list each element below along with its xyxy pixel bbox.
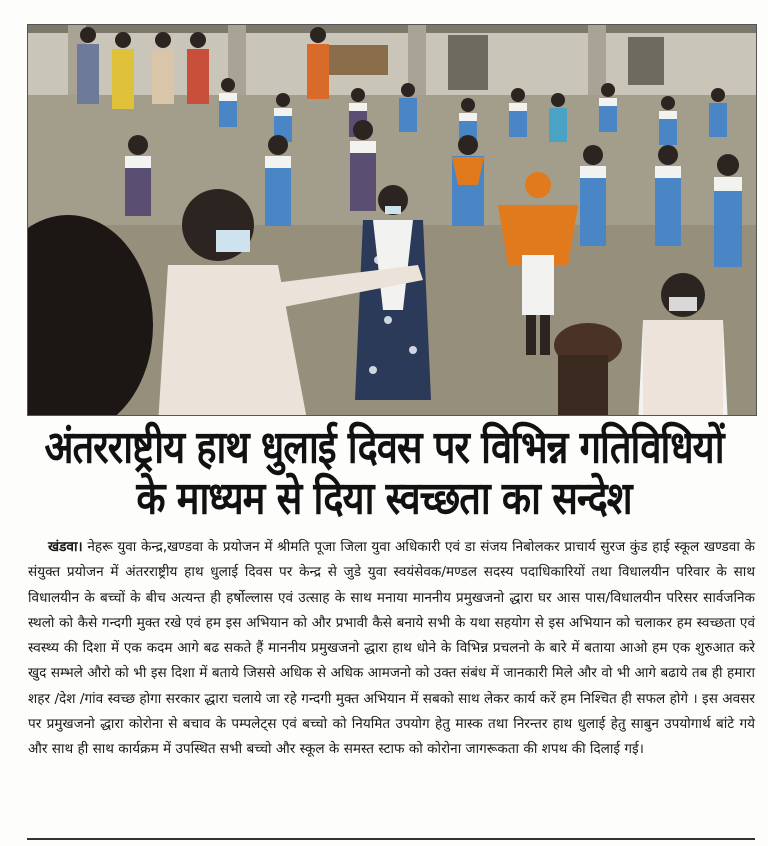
- headline: [10, 422, 758, 524]
- news-photo: [27, 24, 757, 416]
- bottom-rule: [27, 838, 755, 840]
- headline-line-2: के माध्यम से दिया स्वच्छता का सन्देश: [136, 472, 632, 524]
- dateline: खंडवा।: [48, 539, 83, 555]
- photo-illustration: [28, 25, 756, 415]
- headline-line-1: अंतरराष्ट्रीय हाथ धुलाई दिवस पर विभिन्न गतिविधियों: [44, 421, 724, 473]
- article-body: [28, 535, 755, 763]
- article-text: नेहरू युवा केन्द्र,खण्डवा के प्रयोजन में श्रीमति पूजा जिला युवा अधिकारी एवं डा संजय निबोलकर प्राचार्य सुरज कुंड हाई स्कूल खण्डवा के संयुक्त प्रयोजन में अंतरराष्ट्रीय हाथ धुलाई दिवस पर केन्द्र से जुडे युवा स्वयंसेवक/मण्डल सदस्य पदाधिकारियों तथा विधालयीन परिवार के साथ विधालयीन के बच्चों के बीच अत्यन्त ही हर्षोल्लास एवं उत्साह के साथ मनाया माननीय प्रमुखजनो द्धारा घर आस पास/विधालयीन परिसर सार्वजनिक स्थलो को कैसे गन्दगी मुक्त रखे एवं हम इस अभियान को और प्रभावी कैसे बनाये सभी के यथा सहयोग से इस अभियान को चलाकर हम स्वच्छता एवं स्वस्थ्य की दिशा में एक कदम आगे बढ सकते हैं माननीय प्रमुखजनो द्धारा हाथ धोने के विभिन्न प्रचलनो के बारे में बताया आओ हम एक शुरुआत करे खुद सम्भले औरो को भी इस दिशा में बताये जिससे अधिक से अधिक आमजनो को उक्त संबंध में जानकारी मिले और वो भी आगे बढाये तब ही हमारा शहर /देश /गांव स्वच्छ होगा सरकार द्धारा चलाये जा रहे गन्दगी मुक्त अभियान में सबको साथ लेकर कार्य करें हम निश्चित ही सफल होगे । इस अवसर पर प्रमुखजनो द्धारा कोरोना से बचाव के पम्पलेट्स एवं बच्चो को नियमित उपयोग हेतु मास्क तथा निरन्तर हाथ धुलाई हेतु साबुन उपयोगार्थ बांटे गये और साथ ही साथ कार्यक्रम में उपस्थित सभी बच्चो और स्कूल के समस्त स्टाफ को कोरोना जागरूकता की शपथ की दिलाई गई।: [28, 539, 756, 758]
